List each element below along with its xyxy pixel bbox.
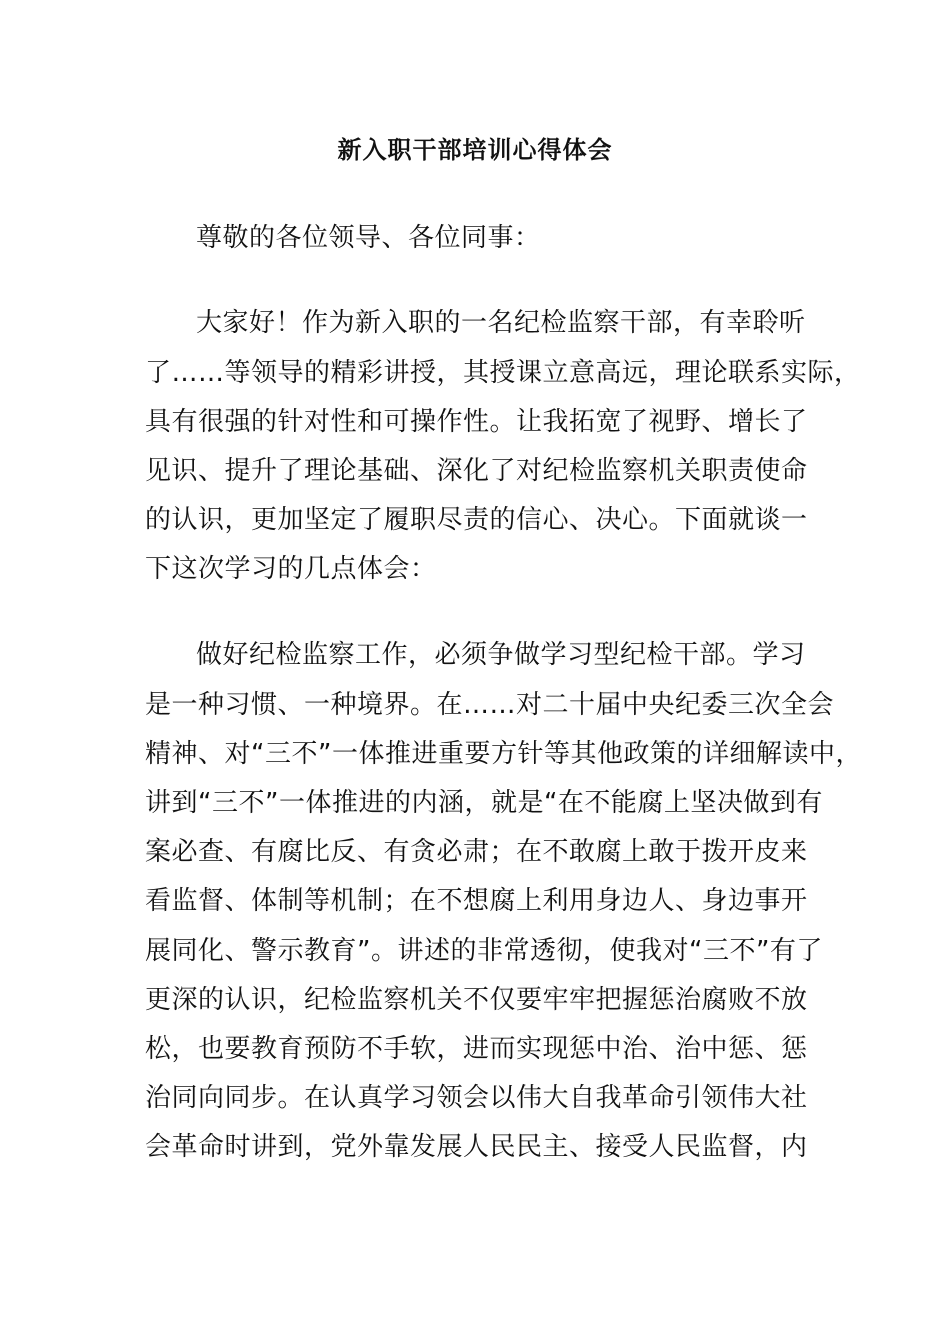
paragraph-line: 的认识，更加坚定了履职尽责的信心、决心。下面就谈一 <box>145 505 808 535</box>
paragraph-line: 更深的认识，纪检监察机关不仅要牢牢把握惩治腐败不放 <box>145 985 808 1015</box>
document-title: 新入职干部培训心得体会 <box>337 136 613 164</box>
salutation: 尊敬的各位领导、各位同事： <box>196 223 541 253</box>
paragraph-line: 松，也要教育预防不手软，进而实现惩中治、治中惩、惩 <box>145 1034 808 1064</box>
paragraph-line: 会革命时讲到，党外靠发展人民民主、接受人民监督，内 <box>145 1132 808 1162</box>
paragraph-line: 见识、提升了理论基础、深化了对纪检监察机关职责使命 <box>145 456 808 486</box>
paragraph-line: 展同化、警示教育”。讲述的非常透彻，使我对“三不”有了 <box>145 936 823 966</box>
paragraph-line: 看监督、体制等机制；在不想腐上利用身边人、身边事开 <box>145 886 808 916</box>
paragraph-line: 了……等领导的精彩讲授，其授课立意高远，理论联系实际， <box>145 358 861 388</box>
paragraph-line: 讲到“三不”一体推进的内涵，就是“在不能腐上坚决做到有 <box>145 788 823 818</box>
paragraph-line: 案必查、有腐比反、有贪必肃；在不敢腐上敢于拨开皮来 <box>145 837 808 867</box>
paragraph-line: 做好纪检监察工作，必须争做学习型纪检干部。学习 <box>196 640 806 670</box>
paragraph-line: 具有很强的针对性和可操作性。让我拓宽了视野、增长了 <box>145 407 808 437</box>
paragraph-line: 治同向同步。在认真学习领会以伟大自我革命引领伟大社 <box>145 1083 808 1113</box>
paragraph-line: 精神、对“三不”一体推进重要方针等其他政策的详细解读中， <box>145 739 862 769</box>
paragraph-line: 大家好！作为新入职的一名纪检监察干部，有幸聆听 <box>196 308 806 338</box>
paragraph-line: 是一种习惯、一种境界。在……对二十届中央纪委三次全会 <box>145 690 835 720</box>
paragraph-line: 下这次学习的几点体会： <box>145 554 437 584</box>
